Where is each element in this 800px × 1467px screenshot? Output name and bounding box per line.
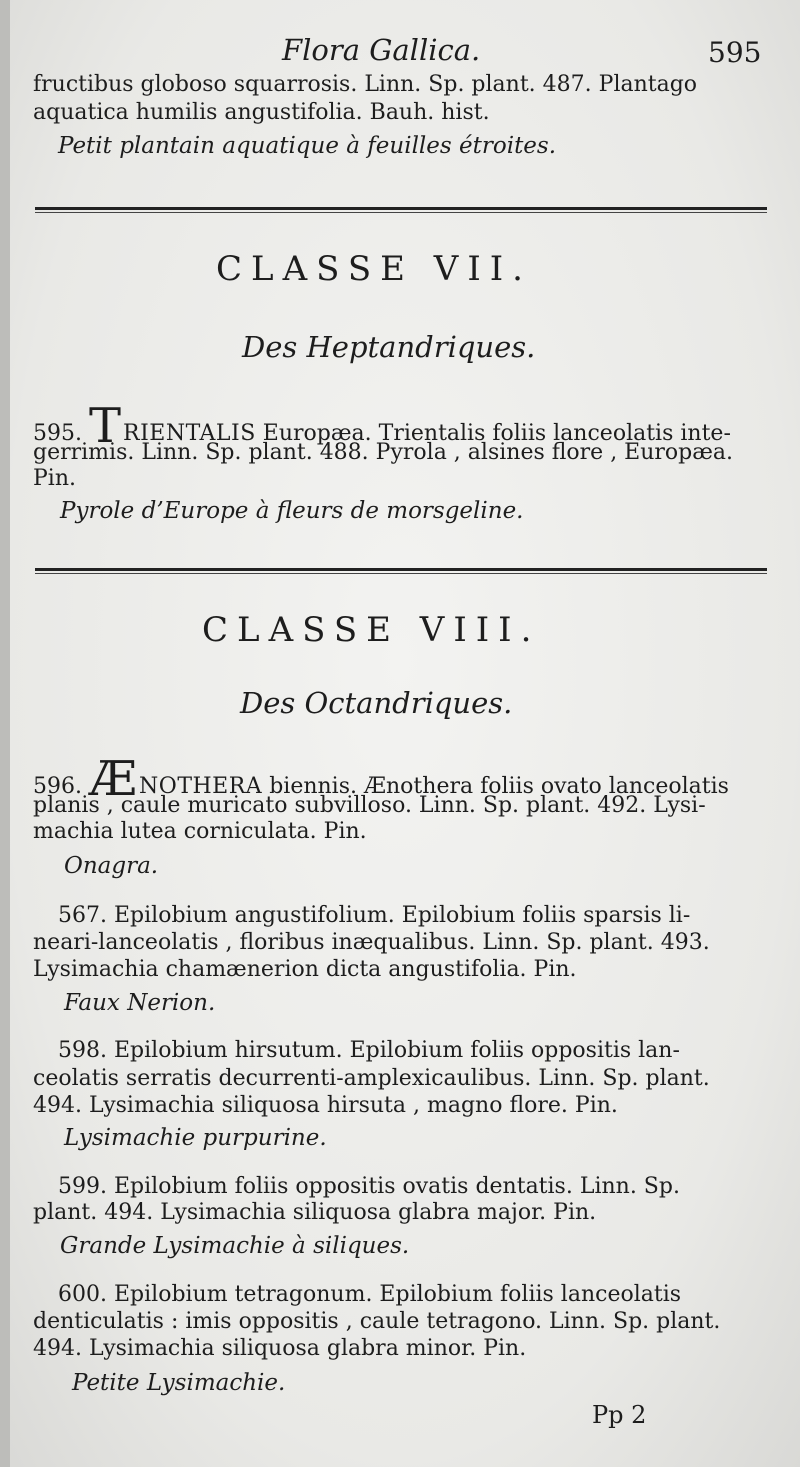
- text-line: Pin.: [33, 466, 77, 491]
- text-line: fructibus globoso squarrosis. Linn. Sp. plant. 487. Plantago: [33, 72, 698, 97]
- text-line: neari-lanceolatis , floribus inæqualibus. Linn. Sp. plant. 493.: [33, 930, 710, 955]
- entry-number: 596.: [33, 774, 82, 799]
- class-heading: CLASSE VIII.: [202, 610, 541, 650]
- text-line: 599. Epilobium foliis oppositis ovatis dentatis. Linn. Sp.: [58, 1174, 680, 1199]
- entry-text: biennis. Ænothera foliis ovato lanceolatis: [269, 774, 729, 799]
- genus-name: NOTHERA: [139, 774, 263, 799]
- running-title: Flora Gallica.: [282, 33, 481, 67]
- genus-name: RIENTALIS: [123, 421, 256, 446]
- common-name: Onagra.: [64, 853, 159, 879]
- signature-mark: Pp 2: [592, 1401, 647, 1429]
- drop-initial: T: [88, 398, 121, 454]
- common-name: Pyrole d’Europe à fleurs de morsgeline.: [60, 498, 524, 524]
- section-rule: [35, 207, 767, 213]
- text-line: 600. Epilobium tetragonum. Epilobium foliis lanceolatis: [58, 1282, 682, 1307]
- class-heading: CLASSE VII.: [216, 249, 532, 289]
- class-subheading: Des Octandriques.: [240, 686, 513, 720]
- text-line: machia lutea corniculata. Pin.: [33, 819, 367, 844]
- text-line: Lysimachia chamænerion dicta angustifolia. Pin.: [33, 957, 577, 982]
- common-name: Petite Lysimachie.: [72, 1370, 286, 1396]
- text-line: 494. Lysimachia siliquosa hirsuta , magno flore. Pin.: [33, 1093, 618, 1118]
- text-line: 494. Lysimachia siliquosa glabra minor. Pin.: [33, 1336, 527, 1361]
- text-line: denticulatis : imis oppositis , caule tetragono. Linn. Sp. plant.: [33, 1309, 721, 1334]
- class-subheading: Des Heptandriques.: [242, 330, 536, 364]
- text-line: aquatica humilis angustifolia. Bauh. hist.: [33, 100, 490, 125]
- common-name: Faux Nerion.: [64, 990, 216, 1016]
- text-line: gerrimis. Linn. Sp. plant. 488. Pyrola , alsines flore , Europæa.: [33, 440, 734, 465]
- text-line: 567. Epilobium angustifolium. Epilobium foliis sparsis li-: [58, 903, 691, 928]
- common-name: Grande Lysimachie à siliques.: [60, 1233, 410, 1259]
- text-line: 598. Epilobium hirsutum. Epilobium foliis oppositis lan-: [58, 1038, 680, 1063]
- entry-number: 595.: [33, 421, 82, 446]
- page-edge-shadow: [0, 0, 10, 1467]
- drop-initial: Æ: [88, 751, 138, 807]
- text-line: planis , caule muricato subvilloso. Linn. Sp. plant. 492. Lysi-: [33, 793, 706, 818]
- common-name: Petit plantain aquatique à feuilles étroites.: [58, 133, 557, 159]
- common-name: Lysimachie purpurine.: [64, 1125, 327, 1151]
- page-number: 595: [708, 36, 762, 69]
- entry-text: Europæa. Trientalis foliis lanceolatis inte-: [262, 421, 731, 446]
- text-line: ceolatis serratis decurrenti-amplexicaulibus. Linn. Sp. plant.: [33, 1066, 710, 1091]
- section-rule: [35, 568, 767, 574]
- text-line: plant. 494. Lysimachia siliquosa glabra major. Pin.: [33, 1200, 597, 1225]
